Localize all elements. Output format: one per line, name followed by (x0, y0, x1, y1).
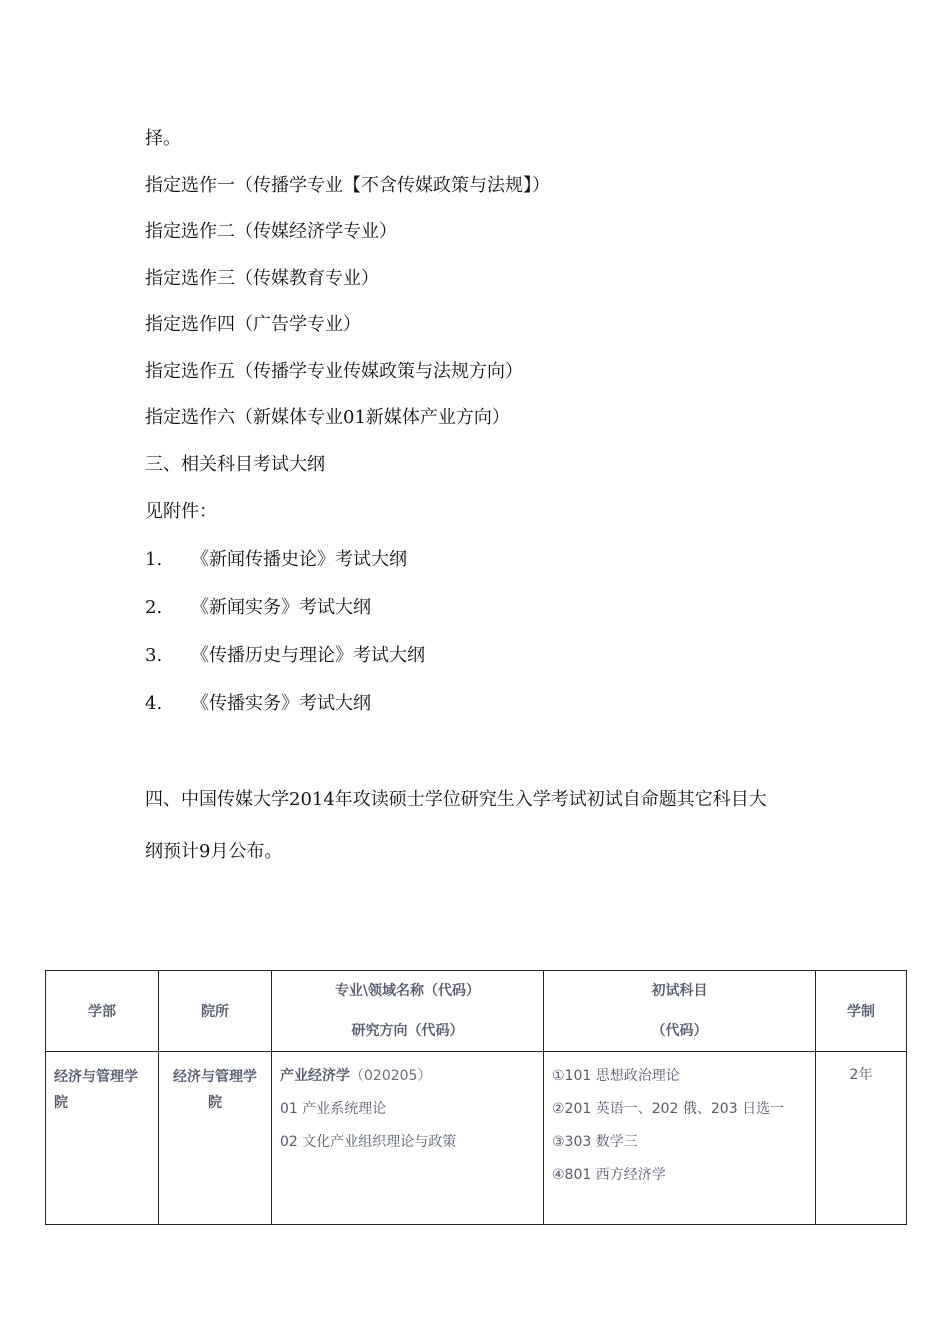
list-text: 《传播历史与理论》考试大纲 (191, 645, 425, 666)
header-major-line2: 研究方向（代码） (351, 1023, 464, 1039)
text-line: 指定选作六（新媒体专业01新媒体产业方向） (145, 407, 510, 428)
subject-item: ①101 思想政治理论 (552, 1068, 680, 1084)
major-code: （020205） (350, 1068, 432, 1084)
table-row (46, 1052, 907, 1225)
text-line: 见附件： (145, 501, 217, 522)
text-line: 指定选作五（传播学专业传媒政策与法规方向） (145, 361, 523, 382)
direction-item: 02 文化产业组织理论与政策 (280, 1134, 457, 1150)
list-item (145, 692, 371, 716)
list-number: 1. (145, 549, 163, 570)
list-number: 4. (145, 693, 163, 714)
cell-major (272, 1052, 544, 1225)
cell-dept: 经济与管理学院 (46, 1052, 159, 1225)
header-duration: 学制 (816, 971, 907, 1052)
admission-table (45, 970, 907, 1225)
cell-duration: 2年 (816, 1052, 907, 1225)
cell-institute: 经济与管理学院 (159, 1052, 272, 1225)
text-line: 指定选作四（广告学专业） (145, 314, 361, 335)
subject-item: ③303 数学三 (552, 1134, 638, 1150)
list-number: 2. (145, 597, 163, 618)
header-dept: 学部 (46, 971, 159, 1052)
text-line: 指定选作二（传媒经济学专业） (145, 221, 397, 242)
header-subjects-line1: 初试科目 (651, 983, 708, 999)
direction-item: 01 产业系统理论 (280, 1101, 387, 1117)
text-line: 指定选作三（传媒教育专业） (145, 268, 379, 289)
subject-item: ②201 英语一、202 俄、203 日选一 (552, 1101, 785, 1117)
text-line: 四、中国传媒大学2014年攻读硕士学位研究生入学考试初试自命题其它科目大 (145, 789, 767, 810)
header-major (272, 971, 544, 1052)
header-subjects-line2: （代码） (651, 1023, 708, 1039)
major-name: 产业经济学 (280, 1068, 350, 1084)
text-line: 指定选作一（传播学专业【不含传媒政策与法规】） (145, 175, 550, 196)
text-line: 择。 (145, 128, 181, 149)
list-item (145, 548, 407, 572)
list-item (145, 644, 425, 668)
table-header-row (46, 971, 907, 1052)
header-subjects (544, 971, 816, 1052)
list-text: 《传播实务》考试大纲 (191, 693, 371, 714)
text-line: 纲预计9月公布。 (145, 841, 283, 862)
list-text: 《新闻实务》考试大纲 (191, 597, 371, 618)
header-major-line1: 专业\领域名称（代码） (334, 983, 481, 999)
header-institute: 院所 (159, 971, 272, 1052)
list-item (145, 596, 371, 620)
list-text: 《新闻传播史论》考试大纲 (191, 549, 407, 570)
cell-subjects (544, 1052, 816, 1225)
section-heading: 三、相关科目考试大纲 (145, 454, 325, 475)
list-number: 3. (145, 645, 163, 666)
subject-item: ④801 西方经济学 (552, 1167, 666, 1183)
